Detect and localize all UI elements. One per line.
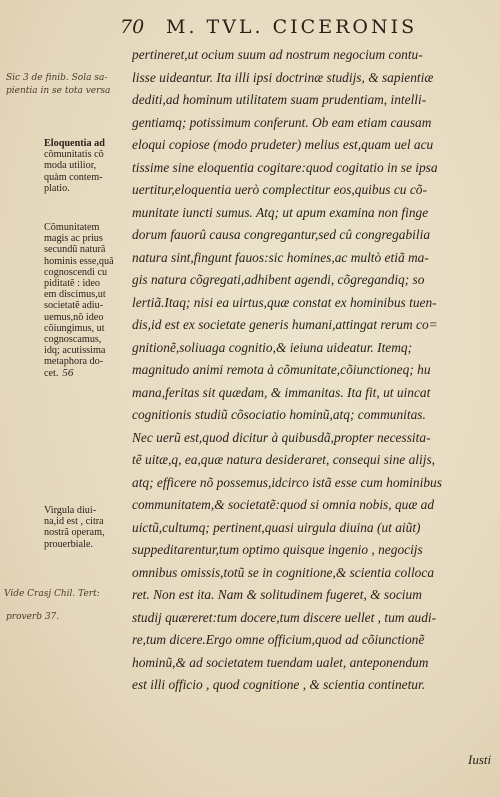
side-note-line: cognoscamus, [44,334,102,346]
side-note-line: na,id est , citra [44,516,104,528]
side-note-line: cognoscendi cu [44,266,108,278]
page-number: 70 [120,16,145,38]
text-line: est illi officio , quod cognitione , & scientia continetur. [132,677,426,692]
text-line: gis natura cõgregati,adhibent agendi, cõgregandiq; so [132,272,425,287]
side-note-line: secundũ naturã [44,244,106,256]
side-note-line: societatẽ adiu- [44,300,104,312]
side-note-line: piditatẽ : ideo [44,278,101,290]
side-note-line: prouerbiale. [44,538,93,550]
text-line: dis,id est ex societate generis humani,attingat rerum co= [132,317,438,332]
side-note-line: magis ac prius [44,233,103,245]
side-note-line: cõiungimus, ut [44,322,105,334]
side-note-line: moda utilior, [44,160,97,172]
handwritten-note: Vide Crasj Chil. Tert: [4,589,100,599]
text-line: dediti,ad hominum utilitatem suam prudentiam, intelli- [132,92,427,107]
text-line: uictũ,cultumq; pertinent,quasi uirgula diuina (ut aiũt) [132,519,421,535]
side-note-line: nostrã operam, [44,527,105,539]
text-line: mana,feritas sit quædam, & immanitas. Ita fit, ut uincat [132,384,431,400]
side-note-line: metaphora do- [44,356,104,368]
running-head: M. TVL. CICERONIS [166,16,418,38]
text-line: omnibus omissis,totũ se in cognitione,& scientia colloca [132,564,435,580]
text-line: gentiamq; potissimum conferunt. Ob eam etiam causam [132,114,432,130]
side-note-line: cõmunitatis cõ [44,149,104,161]
text-line: cognitionis studiũ cõsociatio hominũ,atq; communitas. [132,407,426,422]
text-line: hominũ,& ad societatem tuendam ualet, anteponendum [132,654,429,670]
text-line: munitate iuncti sumus. Atq; ut apum examina non finge [132,204,429,220]
side-note-line: Cõmunitatem [44,222,100,233]
page-header [0,16,500,42]
side-note-line: uemus,nõ ideo [44,311,104,323]
text-line: eloqui copiose (modo prudeter) melius est,quam uel acu [132,137,434,152]
side-note-number: 56 [62,366,74,379]
handwritten-note: Sic 3 de finib. Sola sa- [6,73,108,83]
text-line: atq; efficere nõ possemus,idcirco istã esse cum hominibus [132,474,442,490]
text-line: Nec uerũ est,quod dicitur à quibusdã,propter necessita- [132,429,431,445]
handwritten-note: proverb 37. [6,612,60,622]
side-note-line: em discimus,ut [44,289,106,301]
side-note [44,222,132,379]
text-line: dorum fauorû causa congregantur,sed cû congregabilia [132,227,431,242]
main-text [132,44,492,697]
text-line: re,tum dicere.Ergo omne officium,quod ad cõiunctionẽ [132,632,425,647]
side-note-line: quàm contem- [44,171,103,183]
text-line: lisse uideantur. Ita illi ipsi doctrinæ studijs, & sapientiæ [132,69,434,85]
text-line: communitatem,& societatẽ:quod si omnia nobis, quæ ad [132,497,435,512]
text-line: tẽ uitæ,q, ea,quæ natura desideraret, consequi sine alijs, [132,452,436,467]
text-line: lertiã.Itaq; nisi ea uirtus,quæ constat ex hominibus tuen- [132,294,437,310]
side-note-line: platio. [44,182,70,194]
side-note-line: idq; acutissima [44,345,106,357]
text-line: pertineret,ut ocium suum ad nostrum negocium contu- [132,47,423,62]
side-note-line: Eloquentia ad [44,138,105,149]
handwritten-note: pientia in se tota versa [6,86,111,96]
catchword: Iusti [468,752,492,767]
text-line: gnitionẽ,soliuaga cognitio,& ieiuna uideatur. Itemq; [132,339,413,355]
side-note-line: Virgula diui- [44,505,97,516]
text-line: magnitudo animi remota à cõmunitate,cõiunctioneq; hu [132,362,431,377]
text-line: suppeditarentur,tum optimo quisque ingenio , negocijs [132,542,423,557]
side-note [44,138,132,194]
side-note [44,505,132,550]
text-line: ret. Non est ita. Nam & solitudinem fugeret, & socium [132,587,422,602]
text-line: natura sint,fingunt fauos:sic homines,ac multò etiã ma- [132,249,429,265]
side-note-line: hominis esse,quã [44,255,114,267]
side-note-line [44,368,132,379]
text-line: studij quæreret:tum docere,tum discere uellet , tum audi- [132,609,437,625]
text-line: uertitur,eloquentia uerò complectitur eos,quibus cu cõ- [132,182,427,197]
text-line: tissime sine eloquentia cogitare:quod cogitatio in se ipsa [132,159,438,175]
side-note-text: cet. [44,367,59,379]
